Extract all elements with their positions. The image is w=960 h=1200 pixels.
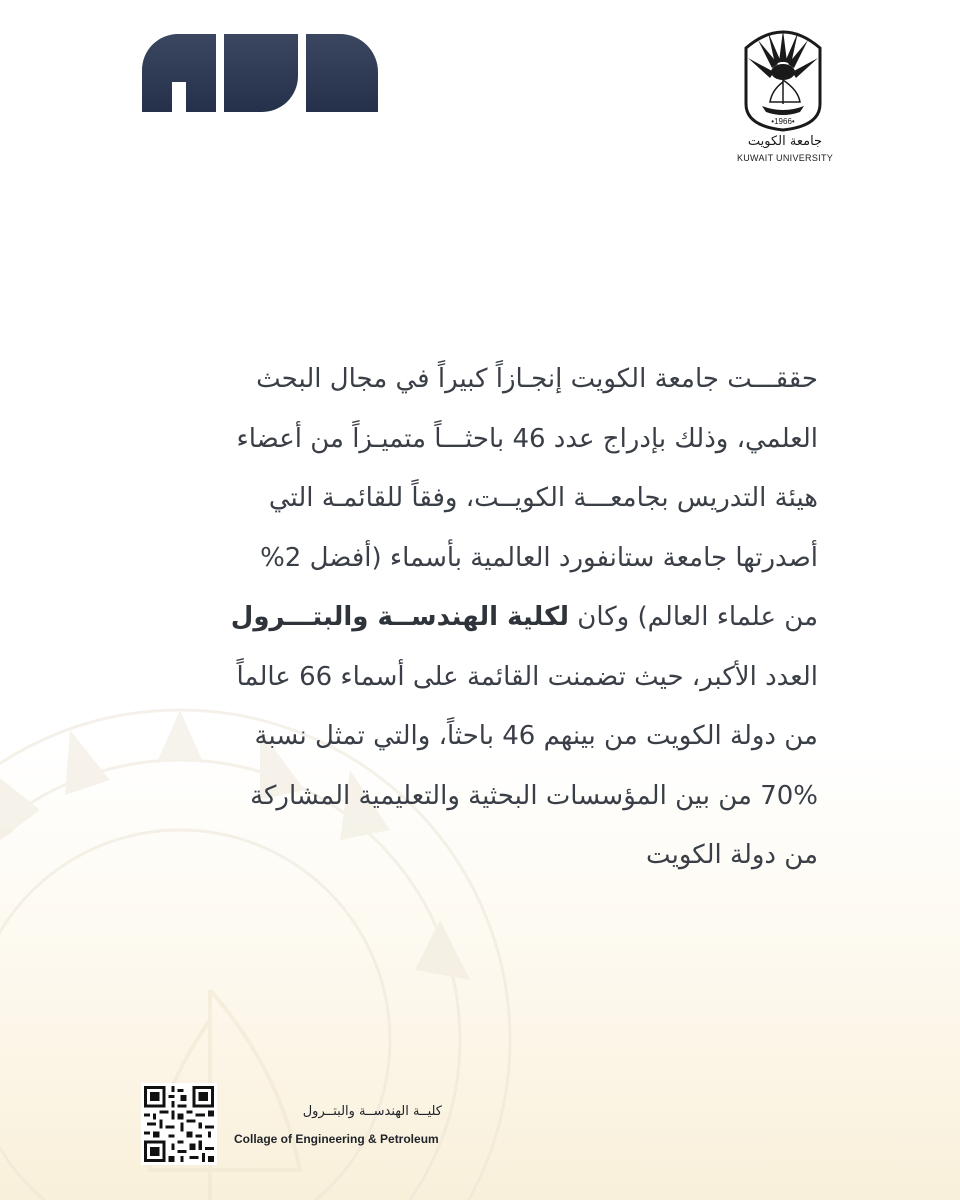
qr-code-icon[interactable] — [141, 1083, 217, 1165]
article-line-7: من دولة الكويت من بينهم 46 باحثاً، والتي تمثل نسبة — [254, 721, 818, 751]
college-highlight: لكلية الهندســة والبتـــرول — [230, 602, 569, 632]
emblem-year: •1966• — [771, 117, 795, 126]
article-line-3: هيئة التدريس بجامعـــة الكويــت، وفقاً للقائمـة التي — [268, 483, 818, 513]
article-line-1: حققـــت جامعة الكويت إنجـازاً كبيراً في مجال البحث — [256, 364, 818, 394]
article-line-2: العلمي، وذلك بإدراج عدد 46 باحثـــاً متميـزاً من أعضاء — [236, 423, 818, 454]
university-name-en: KUWAIT UNIVERSITY — [736, 153, 834, 163]
article-line-8: 70% من بين المؤسسات البحثية والتعليمية المشاركة — [250, 780, 818, 811]
article-line-9: من دولة الكويت — [646, 840, 818, 870]
article-line-6: العدد الأكبر، حيث تضمنت القائمة على أسماء 66 عالماً — [236, 661, 818, 692]
article-line-5 — [140, 588, 818, 648]
college-name-en: Collage of Engineering & Petroleum — [234, 1132, 439, 1146]
kuwait-university-emblem-icon — [738, 22, 828, 134]
university-name-ar: جامعة الكويت — [747, 134, 823, 149]
geometric-logo-icon — [142, 34, 378, 112]
article-line-4: أصدرتها جامعة ستانفورد العالمية بأسماء (أفضل 2% — [260, 542, 818, 573]
article-line-5-start: من علماء العالم) وكان — [568, 602, 818, 632]
college-name-ar: كليــة الهندســة والبتــرول — [302, 1104, 442, 1119]
article-body — [140, 350, 818, 886]
